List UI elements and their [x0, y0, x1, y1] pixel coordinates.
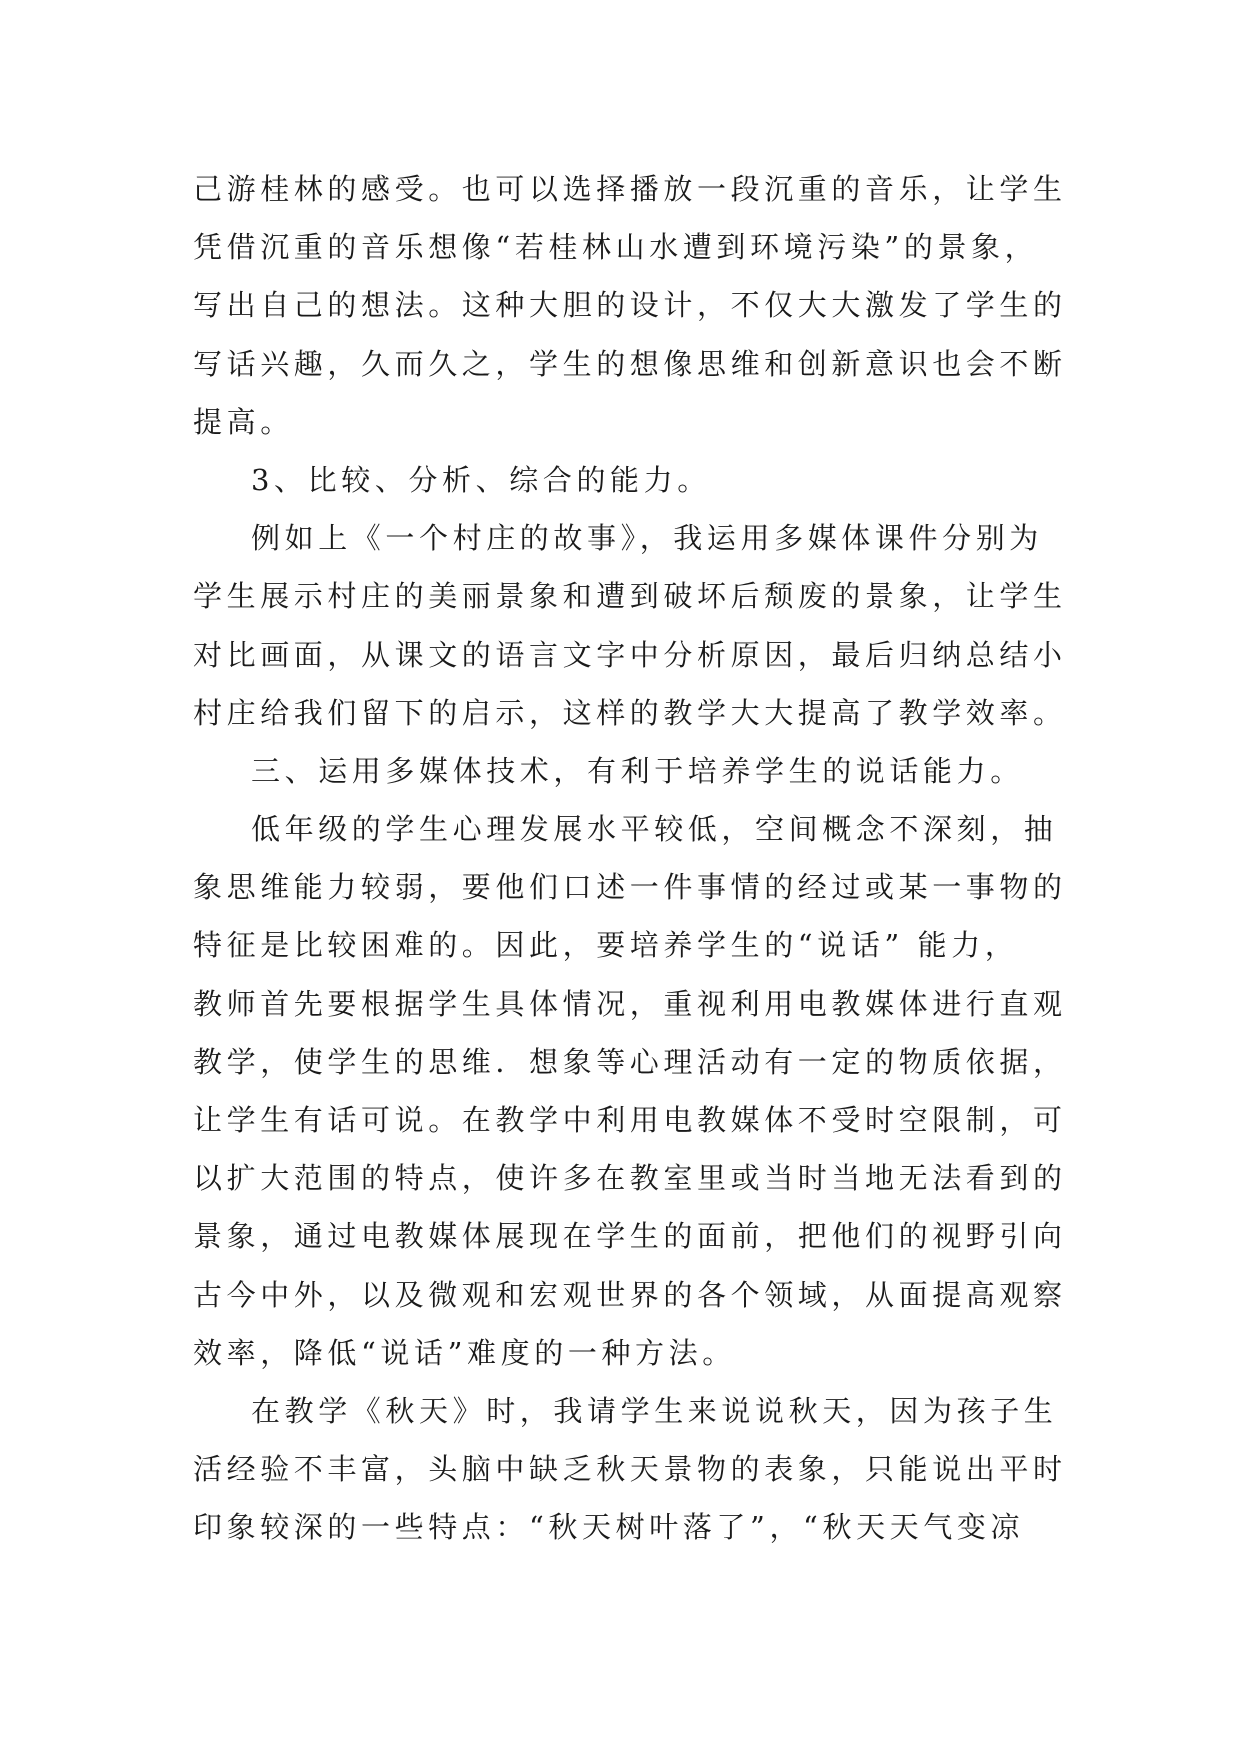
- text-line: 教学，使学生的思维．想象等心理活动有一定的物质依据，: [193, 1044, 1067, 1079]
- text-line: 凭借沉重的音乐想像“若桂林山水遭到环境污染”的景象，: [193, 230, 1039, 265]
- text-line: 象思维能力较弱，要他们口述一件事情的经过或某一事物的: [193, 870, 1067, 905]
- text-line: 景象，通过电教媒体展现在学生的面前，把他们的视野引向: [193, 1219, 1067, 1254]
- text-line: 学生展示村庄的美丽景象和遭到破坏后颓废的景象，让学生: [193, 579, 1067, 614]
- text-line: 效率，降低“说话”难度的一种方法。: [193, 1335, 736, 1370]
- text-line: 印象较深的一些特点：“秋天树叶落了”，“秋天天气变凉: [193, 1510, 1025, 1545]
- text-line: 教师首先要根据学生具体情况，重视利用电教媒体进行直观: [193, 986, 1067, 1021]
- text-line: 提高。: [193, 404, 294, 439]
- text-line: 活经验不丰富，头脑中缺乏秋天景物的表象，只能说出平时: [193, 1452, 1067, 1487]
- text-line: 三、运用多媒体技术，有利于培养学生的说话能力。: [251, 753, 1024, 788]
- text-line: 低年级的学生心理发展水平较低，空间概念不深刻，抽: [251, 812, 1058, 847]
- text-line: 村庄给我们留下的启示，这样的教学大大提高了教学效率。: [193, 695, 1067, 730]
- text-line: 写出自己的想法。这种大胆的设计，不仅大大激发了学生的: [193, 288, 1067, 323]
- text-line: 在教学《秋天》时，我请学生来说说秋天，因为孩子生: [251, 1393, 1058, 1428]
- text-line: 写话兴趣，久而久之，学生的想像思维和创新意识也会不断: [193, 346, 1067, 381]
- body-text: [193, 160, 1073, 1557]
- text-line: 古今中外，以及微观和宏观世界的各个领域，从面提高观察: [193, 1277, 1067, 1312]
- text-line: 例如上《一个村庄的故事》，我运用多媒体课件分别为: [251, 521, 1043, 556]
- text-line: 以扩大范围的特点，使许多在教室里或当时当地无法看到的: [193, 1161, 1067, 1196]
- text-line: 3、比较、分析、综合的能力。: [251, 462, 711, 497]
- text-line: 对比画面，从课文的语言文字中分析原因，最后归纳总结小: [193, 637, 1067, 672]
- text-line: 特征是比较困难的。因此，要培养学生的“说话” 能力，: [193, 928, 1019, 963]
- text-line: 己游桂林的感受。也可以选择播放一段沉重的音乐，让学生: [193, 172, 1067, 206]
- text-line: 让学生有话可说。在教学中利用电教媒体不受时空限制，可: [193, 1103, 1067, 1137]
